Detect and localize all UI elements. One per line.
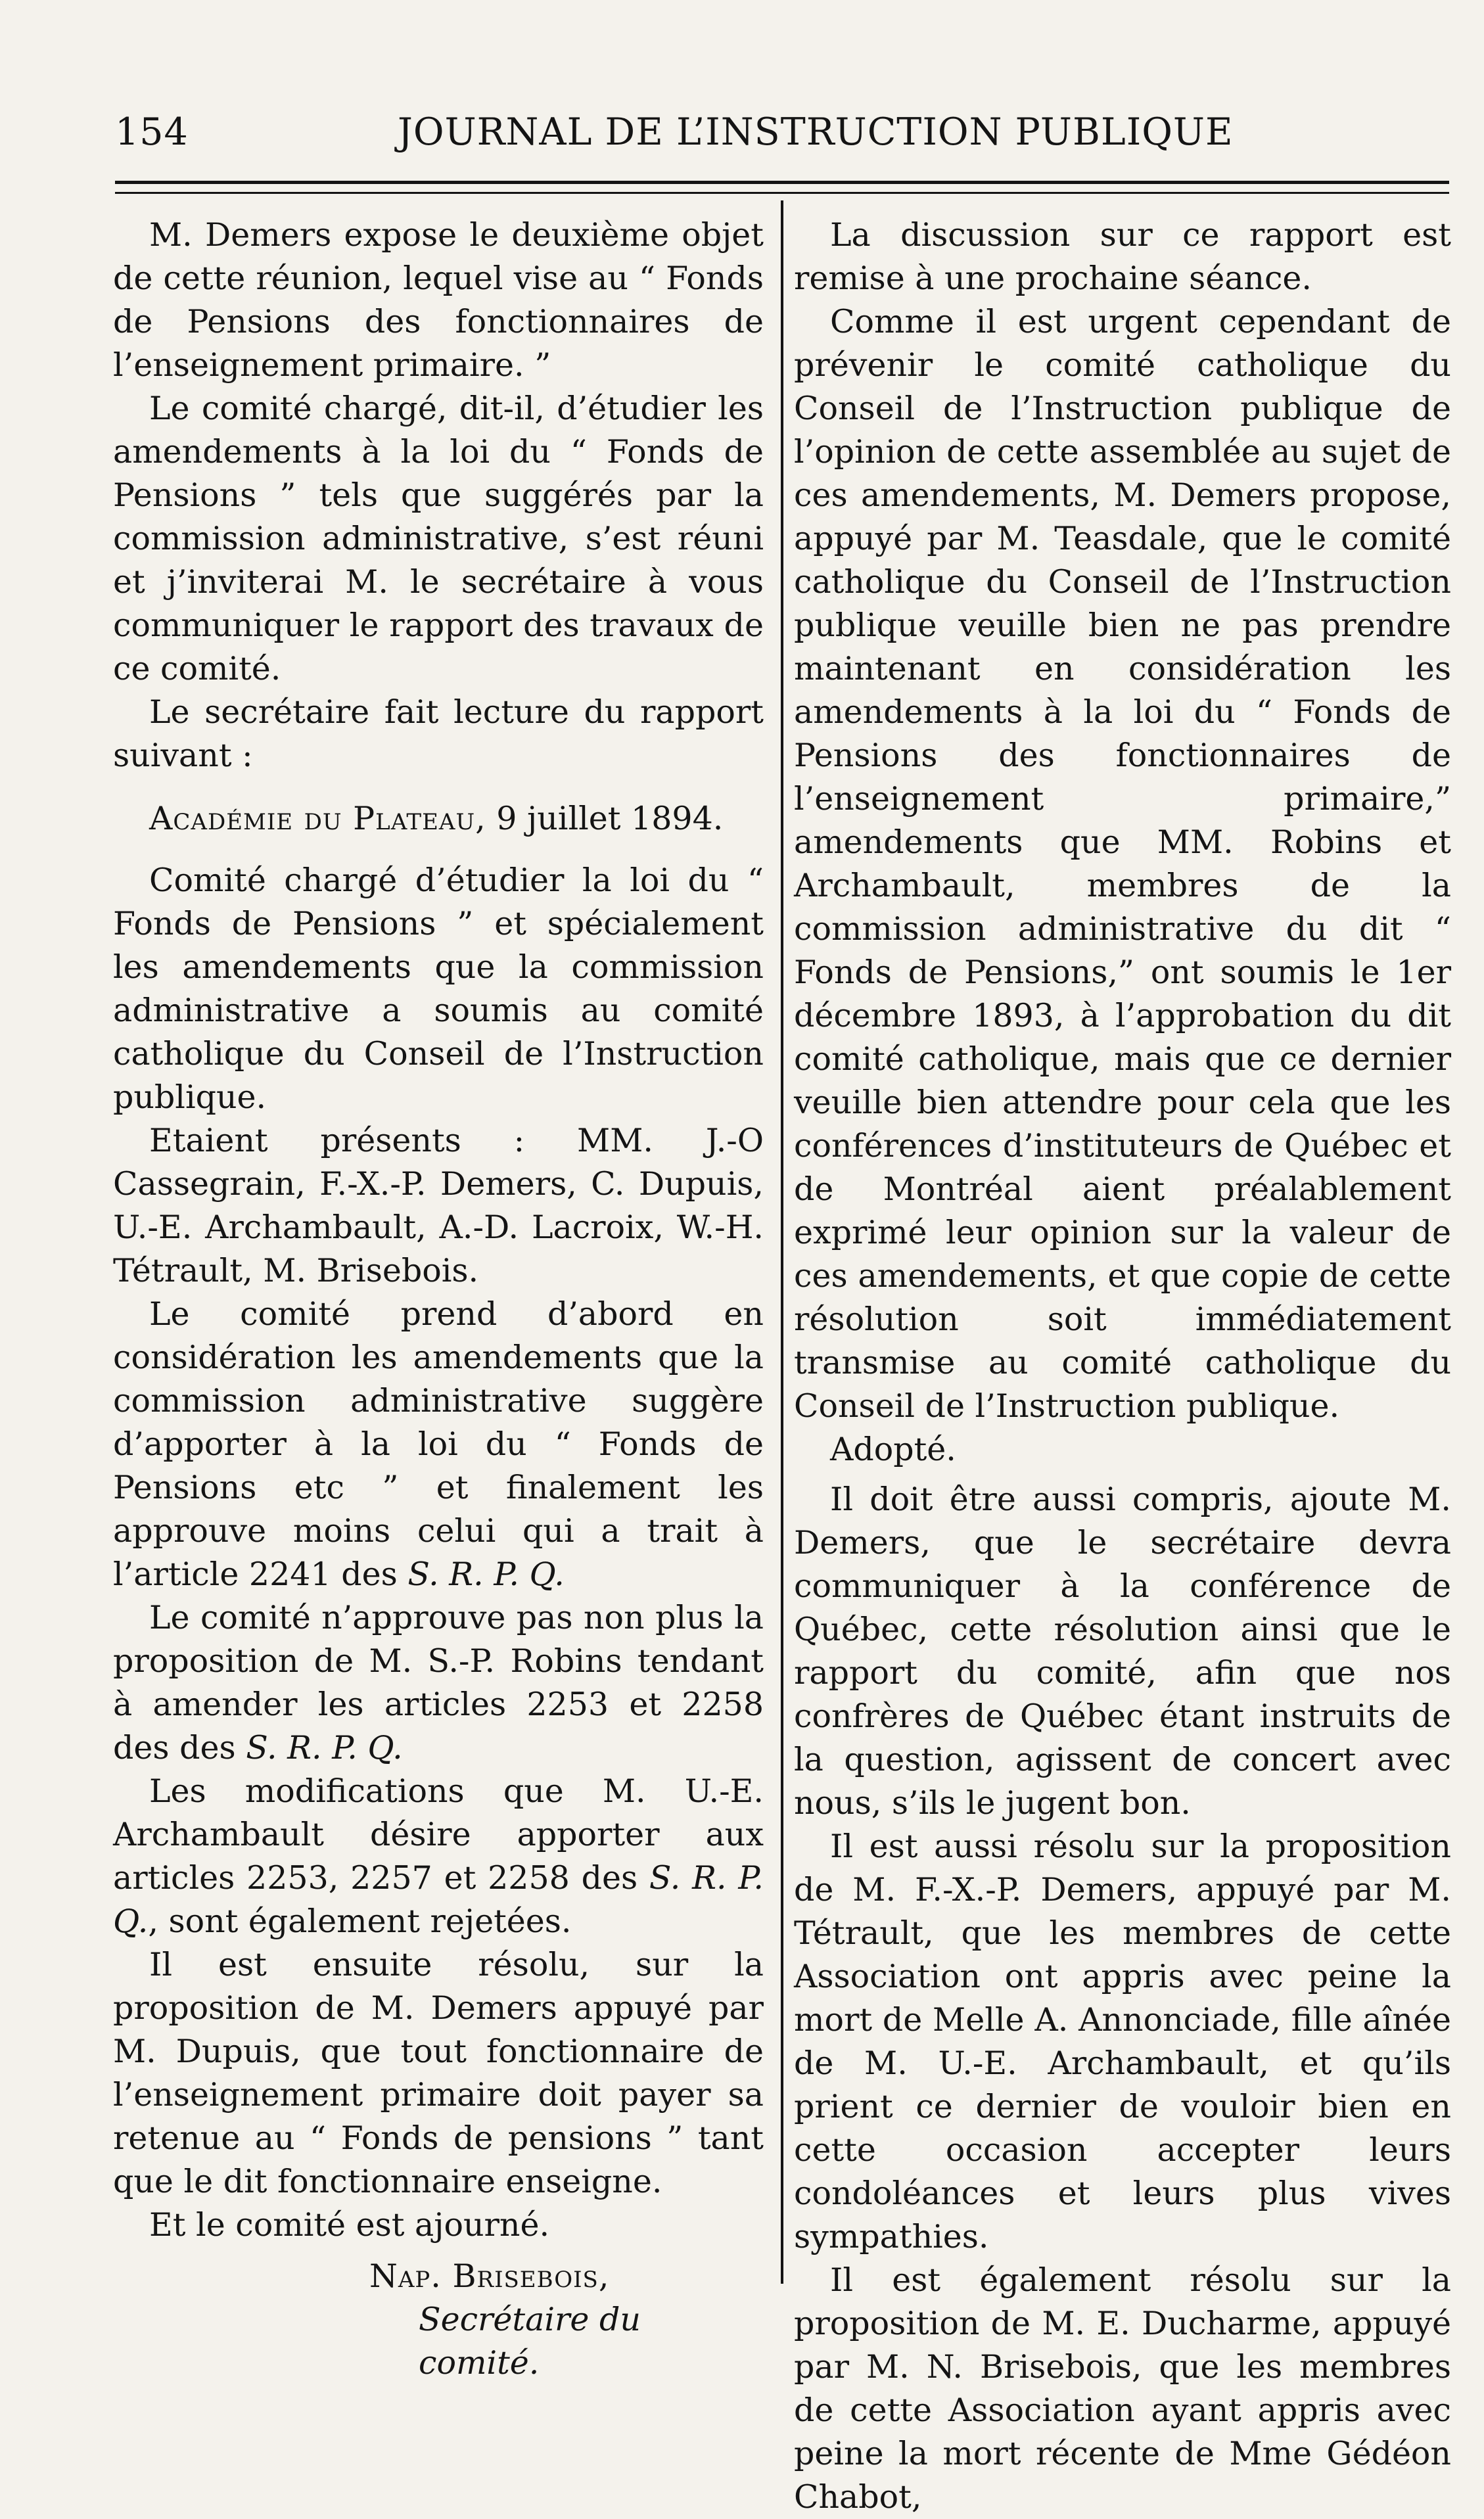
- paragraph: Comme il est urgent cependant de prévenir le comité catholique du Conseil de l’Instruction publique de l’opinion de cette assemblée au sujet de ces amendements, M. Demers propose, appuyé par M. Teasdale, que le comité catholique du Conseil de l’Instruction publique veuille bien ne pas prendre maintenant en considération les amendements à la loi du “ Fonds de Pensions des fonctionnaires de l’enseignement primaire,” amendements que MM. Robins et Archambault, membres de la commission administrative du dit “ Fonds de Pensions,” ont soumis le 1er décembre 1893, à l’approbation du dit comité catholique, mais que ce dernier veuille bien attendre pour cela que les conférences d’instituteurs de Québec et de Montréal aient préalablement exprimé leur opinion sur la valeur de ces amendements, et que copie de cette résolution soit immédiatement transmise au comité catholique du Conseil de l’Instruction publique.: [794, 303, 1451, 1425]
- dateline-place: Académie du Plateau,: [149, 800, 486, 837]
- running-title: JOURNAL DE L’INSTRUCTION PUBLIQUE: [398, 110, 1234, 154]
- paragraph: Comité chargé d’étudier la loi du “ Fonds de Pensions ” et spécialement les amendements que la commission administrative a soumis au comité catholique du Conseil de l’Instruction publique.: [113, 862, 764, 1116]
- dateline-date: 9 juillet 1894.: [496, 800, 724, 837]
- left-column: [113, 214, 764, 2385]
- paragraph: Le comité chargé, dit-il, d’étudier les amendements à la loi du “ Fonds de Pensions ” tels que suggérés par la commission administrative, s’est réuni et j’inviterai M. le secrétaire à vous communiquer le rapport des travaux de ce comité.: [113, 390, 764, 687]
- paragraph: [113, 1293, 764, 1596]
- text-run: , sont également rejetées.: [148, 1903, 572, 1940]
- paragraph: Et le comité est ajourné.: [149, 2206, 550, 2244]
- signature-title: Secrétaire du comité.: [419, 2301, 641, 2382]
- signature-name: Nap. Brisebois,: [369, 2257, 610, 2295]
- right-column: [794, 214, 1451, 2519]
- header-rule-thin: [115, 192, 1449, 194]
- text-run: Le comité n’approuve pas non plus la proposition de M. S.-P. Robins tendant à amender les articles 2253 et 2258 des des: [113, 1599, 764, 1767]
- spacer: [794, 1471, 1451, 1478]
- statute-reference: S. R. P. Q.: [113, 1859, 764, 1940]
- paragraph: Il est ensuite résolu, sur la proposition de M. Demers appuyé par M. Dupuis, que tout fonctionnaire de l’enseignement primaire doit payer sa retenue au “ Fonds de pensions ” tant que le dit fonctionnaire enseigne.: [113, 1946, 764, 2200]
- paragraph: Etaient présents : MM. J.-O Cassegrain, F.-X.-P. Demers, C. Dupuis, U.-E. Archambault, A.-D. Lacroix, W.-H. Tétrault, M. Brisebois.: [113, 1122, 764, 1289]
- paragraph: [113, 1770, 764, 1943]
- paragraph: Adopté.: [830, 1431, 956, 1468]
- text-run: Les modifications que M. U.-E. Archambault désire apporter aux articles 2253, 2257 et 2258 des: [113, 1772, 764, 1897]
- text-run: Le comité prend d’abord en considération les amendements que la commission administrative suggère d’apporter à la loi du “ Fonds de Pensions etc ” et finalement les approuve moins celui qui a trait à l’article 2241 des: [113, 1295, 764, 1593]
- paragraph: M. Demers expose le deuxième objet de cette réunion, lequel vise au “ Fonds de Pensions des fonctionnaires de l’enseignement primaire. ”: [113, 216, 764, 384]
- statute-reference: S. R. P. Q.: [246, 1729, 403, 1767]
- paragraph: Il est aussi résolu sur la proposition de M. F.-X.-P. Demers, appuyé par M. Tétrault, que les membres de cette Association ont appris avec peine la mort de Melle A. Annonciade, fille aînée de M. U.-E. Archambault, et qu’ils prient ce dernier de vouloir bien en cette occasion accepter leurs condoléances et leurs plus vives sympathies.: [794, 1828, 1451, 2255]
- paragraph: [113, 1596, 764, 1770]
- page-header: [115, 110, 1449, 163]
- header-rule-thick: [115, 181, 1449, 184]
- paragraph: Le secrétaire fait lecture du rapport suivant :: [113, 693, 764, 774]
- report-dateline: [113, 797, 764, 841]
- column-divider: [781, 200, 783, 2284]
- page-number: 154: [115, 110, 189, 154]
- paragraph: Il est également résolu sur la proposition de M. E. Ducharme, appuyé par M. N. Brisebois, que les membres de cette Association ayant appris avec peine la mort récente de Mme Gédéon Chabot,: [794, 2261, 1451, 2516]
- statute-reference: S. R. P. Q.: [407, 1556, 565, 1593]
- paragraph: Il doit être aussi compris, ajoute M. Demers, que le secrétaire devra communiquer à la conférence de Québec, cette résolution ainsi que le rapport du comité, afin que nos confrères de Québec étant instruits de la question, agissent de concert avec nous, s’ils le jugent bon.: [794, 1481, 1451, 1822]
- paragraph: La discussion sur ce rapport est remise à une prochaine séance.: [794, 216, 1451, 297]
